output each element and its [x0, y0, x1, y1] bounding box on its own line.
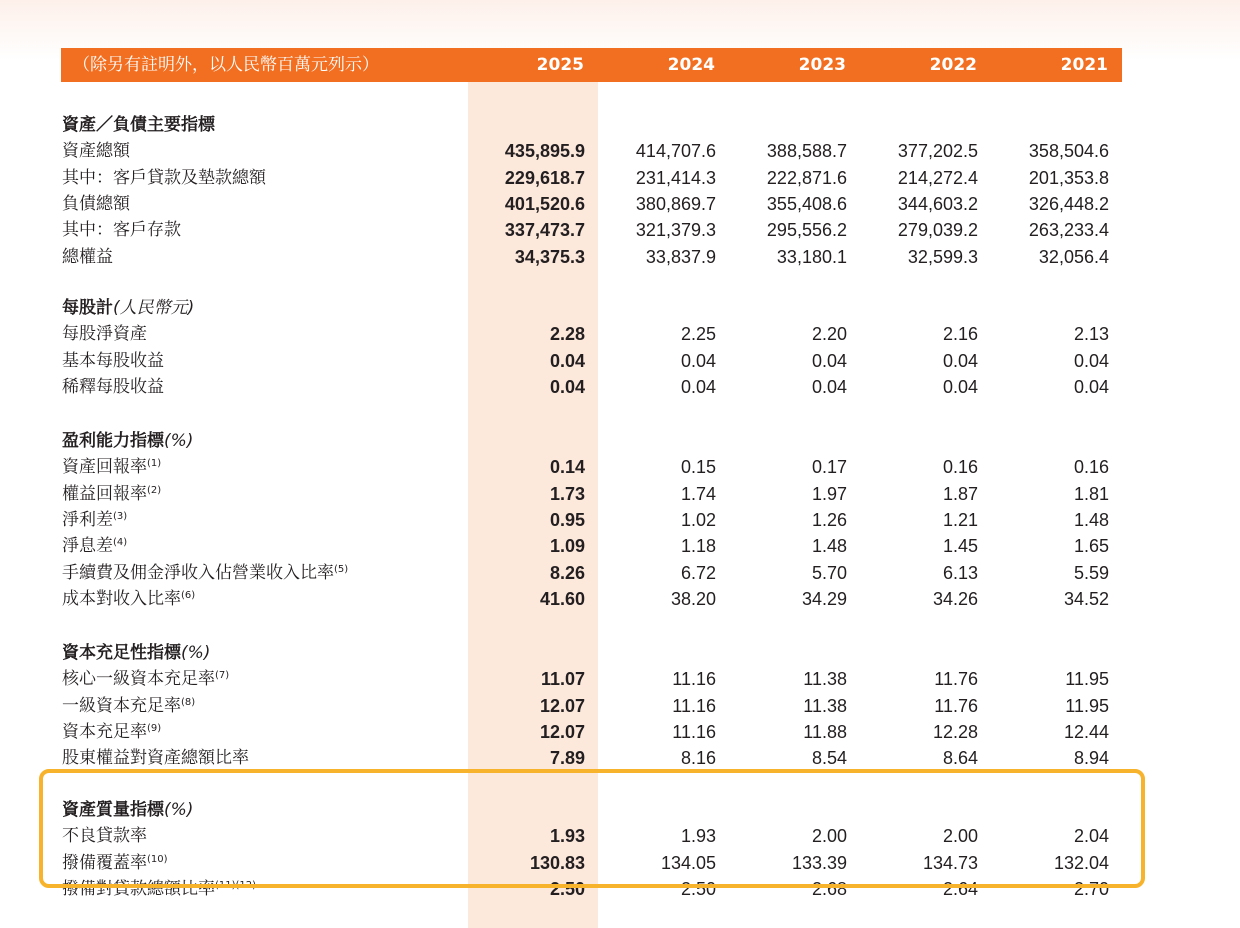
row-label [62, 560, 348, 586]
value-cell-2024: 33,837.9 [645, 247, 716, 267]
value-cell-2022: 8.64 [942, 748, 978, 768]
value-cell-2024: 38.20 [670, 589, 716, 609]
value-cell-2021: 1.81 [1073, 484, 1109, 504]
value-cell-2022: 377,202.5 [897, 141, 978, 161]
value-cell-2025: 337,473.7 [504, 220, 585, 240]
row-label [62, 454, 161, 480]
row-label-text: 稀釋每股收益 [62, 377, 164, 397]
row-label [62, 719, 161, 745]
value-cell-2022: 11.76 [934, 669, 978, 689]
row-label [62, 533, 127, 559]
year-header-2025: 2025 [536, 55, 584, 75]
value-cell-2024: 11.16 [672, 696, 716, 716]
footnote-ref: (7) [215, 670, 230, 681]
value-cell-2023: 0.04 [811, 351, 847, 371]
value-cell-2023: 388,588.7 [766, 141, 847, 161]
value-cell-2024: 380,869.7 [635, 194, 716, 214]
footnote-ref: (1) [147, 458, 162, 469]
section-title-1 [62, 112, 215, 138]
value-cell-2021: 263,233.4 [1028, 220, 1109, 240]
section-title-3 [62, 428, 193, 454]
row-label-text: 成本對收入比率 [62, 589, 181, 609]
row-label-text: 其中：客戶貸款及墊款總額 [62, 168, 266, 188]
row-label [62, 693, 195, 719]
value-cell-2025: 435,895.9 [504, 141, 585, 161]
section-title-text: 資產質量指標 [62, 800, 164, 820]
value-cell-2025: 34,375.3 [514, 247, 585, 267]
value-cell-2023: 355,408.6 [766, 194, 847, 214]
section-title-4 [62, 640, 210, 666]
row-label [62, 165, 266, 191]
value-cell-2021: 0.16 [1073, 457, 1109, 477]
value-cell-2024: 1.93 [680, 826, 716, 846]
value-cell-2024: 231,414.3 [635, 168, 716, 188]
row-label [62, 507, 127, 533]
units-note: （除另有註明外，以人民幣百萬元列示） [73, 55, 379, 75]
value-cell-2025: 0.04 [549, 351, 585, 371]
row-label [62, 481, 161, 507]
value-cell-2025: 8.26 [549, 563, 585, 583]
year-header-2023: 2023 [798, 55, 846, 75]
value-cell-2021: 8.94 [1073, 748, 1109, 768]
section-title-text: 盈利能力指標 [62, 431, 164, 451]
row-label [62, 217, 181, 243]
row-label [62, 823, 147, 849]
row-label-text: 淨利差 [62, 510, 113, 530]
value-cell-2024: 6.72 [680, 563, 716, 583]
value-cell-2023: 2.20 [811, 324, 847, 344]
value-cell-2021: 34.52 [1063, 589, 1109, 609]
row-label-text: 不良貸款率 [62, 826, 147, 846]
value-cell-2022: 1.21 [942, 510, 978, 530]
section-title-suffix: (人民幣元) [113, 298, 195, 318]
year-header-2021: 2021 [1060, 55, 1108, 75]
value-cell-2021: 0.04 [1073, 351, 1109, 371]
section-title-suffix: (%) [164, 800, 194, 820]
value-cell-2022: 0.04 [942, 377, 978, 397]
value-cell-2021: 326,448.2 [1028, 194, 1109, 214]
value-cell-2025: 0.14 [549, 457, 585, 477]
value-cell-2025: 229,618.7 [504, 168, 585, 188]
value-cell-2023: 222,871.6 [766, 168, 847, 188]
value-cell-2024: 1.74 [680, 484, 716, 504]
value-cell-2025: 12.07 [539, 722, 585, 742]
value-cell-2025: 0.95 [549, 510, 585, 530]
row-label-text: 資本充足率 [62, 722, 147, 742]
value-cell-2025: 11.07 [540, 669, 585, 689]
value-cell-2025: 1.73 [549, 484, 585, 504]
value-cell-2024: 414,707.6 [635, 141, 716, 161]
row-label-text: 撥備對貸款總額比率 [62, 879, 215, 899]
value-cell-2024: 2.25 [680, 324, 716, 344]
footnote-ref: (6) [181, 590, 196, 601]
value-cell-2021: 2.70 [1073, 879, 1109, 899]
value-cell-2022: 214,272.4 [897, 168, 978, 188]
value-cell-2021: 358,504.6 [1028, 141, 1109, 161]
value-cell-2023: 11.88 [803, 722, 847, 742]
value-cell-2025: 41.60 [539, 589, 585, 609]
value-cell-2025: 7.89 [549, 748, 585, 768]
value-cell-2024: 11.16 [672, 669, 716, 689]
value-cell-2023: 5.70 [811, 563, 847, 583]
value-cell-2021: 1.65 [1073, 536, 1109, 556]
section-title-suffix: (%) [164, 431, 194, 451]
value-cell-2022: 32,599.3 [907, 247, 978, 267]
value-cell-2024: 2.50 [680, 879, 716, 899]
table-header [61, 48, 1122, 82]
value-cell-2025: 12.07 [539, 696, 585, 716]
row-label [62, 666, 229, 692]
value-cell-2022: 0.16 [942, 457, 978, 477]
value-cell-2024: 0.04 [680, 377, 716, 397]
footnote-ref: (9) [147, 723, 162, 734]
row-label [62, 348, 164, 374]
row-label-text: 股東權益對資產總額比率 [62, 748, 249, 768]
value-cell-2023: 1.26 [811, 510, 847, 530]
section-title-text: 資產／負債主要指標 [62, 115, 215, 135]
value-cell-2023: 8.54 [811, 748, 847, 768]
row-label-text: 資產回報率 [62, 457, 147, 477]
footnote-ref: (3) [113, 511, 128, 522]
value-cell-2021: 5.59 [1073, 563, 1109, 583]
value-cell-2022: 0.04 [942, 351, 978, 371]
section-title-text: 資本充足性指標 [62, 643, 181, 663]
footnote-ref: (2) [147, 485, 162, 496]
value-cell-2021: 11.95 [1065, 696, 1109, 716]
footnote-ref: (5) [334, 564, 349, 575]
value-cell-2023: 1.97 [811, 484, 847, 504]
value-cell-2024: 8.16 [680, 748, 716, 768]
row-label [62, 586, 195, 612]
value-cell-2025: 1.09 [549, 536, 585, 556]
value-cell-2024: 0.04 [680, 351, 716, 371]
row-label-text: 其中：客戶存款 [62, 220, 181, 240]
value-cell-2021: 12.44 [1063, 722, 1109, 742]
footnote-ref: (10) [147, 854, 168, 865]
row-label-text: 資產總額 [62, 141, 130, 161]
value-cell-2024: 1.02 [680, 510, 716, 530]
value-cell-2023: 295,556.2 [766, 220, 847, 240]
section-title-5 [62, 797, 193, 823]
value-cell-2022: 2.00 [942, 826, 978, 846]
value-cell-2021: 201,353.8 [1028, 168, 1109, 188]
row-label-text: 基本每股收益 [62, 351, 164, 371]
year-header-2022: 2022 [929, 55, 977, 75]
value-cell-2022: 2.16 [942, 324, 978, 344]
row-label [62, 244, 113, 270]
row-label-text: 每股淨資產 [62, 324, 147, 344]
section-title-2 [62, 295, 194, 321]
value-cell-2025: 2.28 [549, 324, 585, 344]
value-cell-2021: 2.13 [1073, 324, 1109, 344]
value-cell-2022: 6.13 [942, 563, 978, 583]
value-cell-2023: 0.04 [811, 377, 847, 397]
value-cell-2021: 1.48 [1073, 510, 1109, 530]
value-cell-2024: 1.18 [680, 536, 716, 556]
value-cell-2022: 1.87 [942, 484, 978, 504]
footnote-ref: (8) [181, 697, 196, 708]
value-cell-2022: 344,603.2 [897, 194, 978, 214]
value-cell-2023: 133.39 [791, 853, 847, 873]
value-cell-2023: 1.48 [811, 536, 847, 556]
value-cell-2025: 0.04 [549, 377, 585, 397]
value-cell-2021: 11.95 [1065, 669, 1109, 689]
value-cell-2022: 1.45 [942, 536, 978, 556]
row-label-text: 淨息差 [62, 536, 113, 556]
value-cell-2021: 132.04 [1053, 853, 1109, 873]
row-label-text: 總權益 [62, 247, 113, 267]
value-cell-2022: 2.64 [942, 879, 978, 899]
row-label [62, 138, 130, 164]
value-cell-2024: 134.05 [660, 853, 716, 873]
value-cell-2021: 0.04 [1073, 377, 1109, 397]
value-cell-2024: 11.16 [672, 722, 716, 742]
value-cell-2023: 2.00 [811, 826, 847, 846]
row-label [62, 374, 164, 400]
footnote-ref: (11)(12) [215, 880, 257, 891]
value-cell-2024: 0.15 [680, 457, 716, 477]
year-header-2024: 2024 [667, 55, 715, 75]
row-label-text: 撥備覆蓋率 [62, 853, 147, 873]
value-cell-2022: 11.76 [934, 696, 978, 716]
footnote-ref: (4) [113, 537, 128, 548]
section-title-suffix: (%) [181, 643, 211, 663]
value-cell-2024: 321,379.3 [635, 220, 716, 240]
value-cell-2025: 401,520.6 [504, 194, 585, 214]
row-label-text: 負債總額 [62, 194, 130, 214]
row-label-text: 權益回報率 [62, 484, 147, 504]
value-cell-2023: 11.38 [803, 669, 847, 689]
value-cell-2022: 34.26 [932, 589, 978, 609]
value-cell-2023: 0.17 [811, 457, 847, 477]
row-label-text: 手續費及佣金淨收入佔營業收入比率 [62, 563, 334, 583]
section-title-text: 每股計 [62, 298, 113, 318]
value-cell-2021: 32,056.4 [1038, 247, 1109, 267]
value-cell-2023: 33,180.1 [776, 247, 847, 267]
row-label [62, 876, 256, 902]
row-label [62, 850, 168, 876]
value-cell-2023: 2.68 [811, 879, 847, 899]
value-cell-2023: 34.29 [801, 589, 847, 609]
value-cell-2021: 2.04 [1073, 826, 1109, 846]
value-cell-2025: 1.93 [549, 826, 585, 846]
row-label [62, 321, 147, 347]
row-label [62, 745, 249, 771]
row-label [62, 191, 130, 217]
value-cell-2023: 11.38 [803, 696, 847, 716]
value-cell-2022: 134.73 [922, 853, 978, 873]
value-cell-2025: 130.83 [529, 853, 585, 873]
value-cell-2025: 2.50 [549, 879, 585, 899]
value-cell-2022: 12.28 [932, 722, 978, 742]
row-label-text: 核心一級資本充足率 [62, 669, 215, 689]
row-label-text: 一級資本充足率 [62, 696, 181, 716]
value-cell-2022: 279,039.2 [897, 220, 978, 240]
